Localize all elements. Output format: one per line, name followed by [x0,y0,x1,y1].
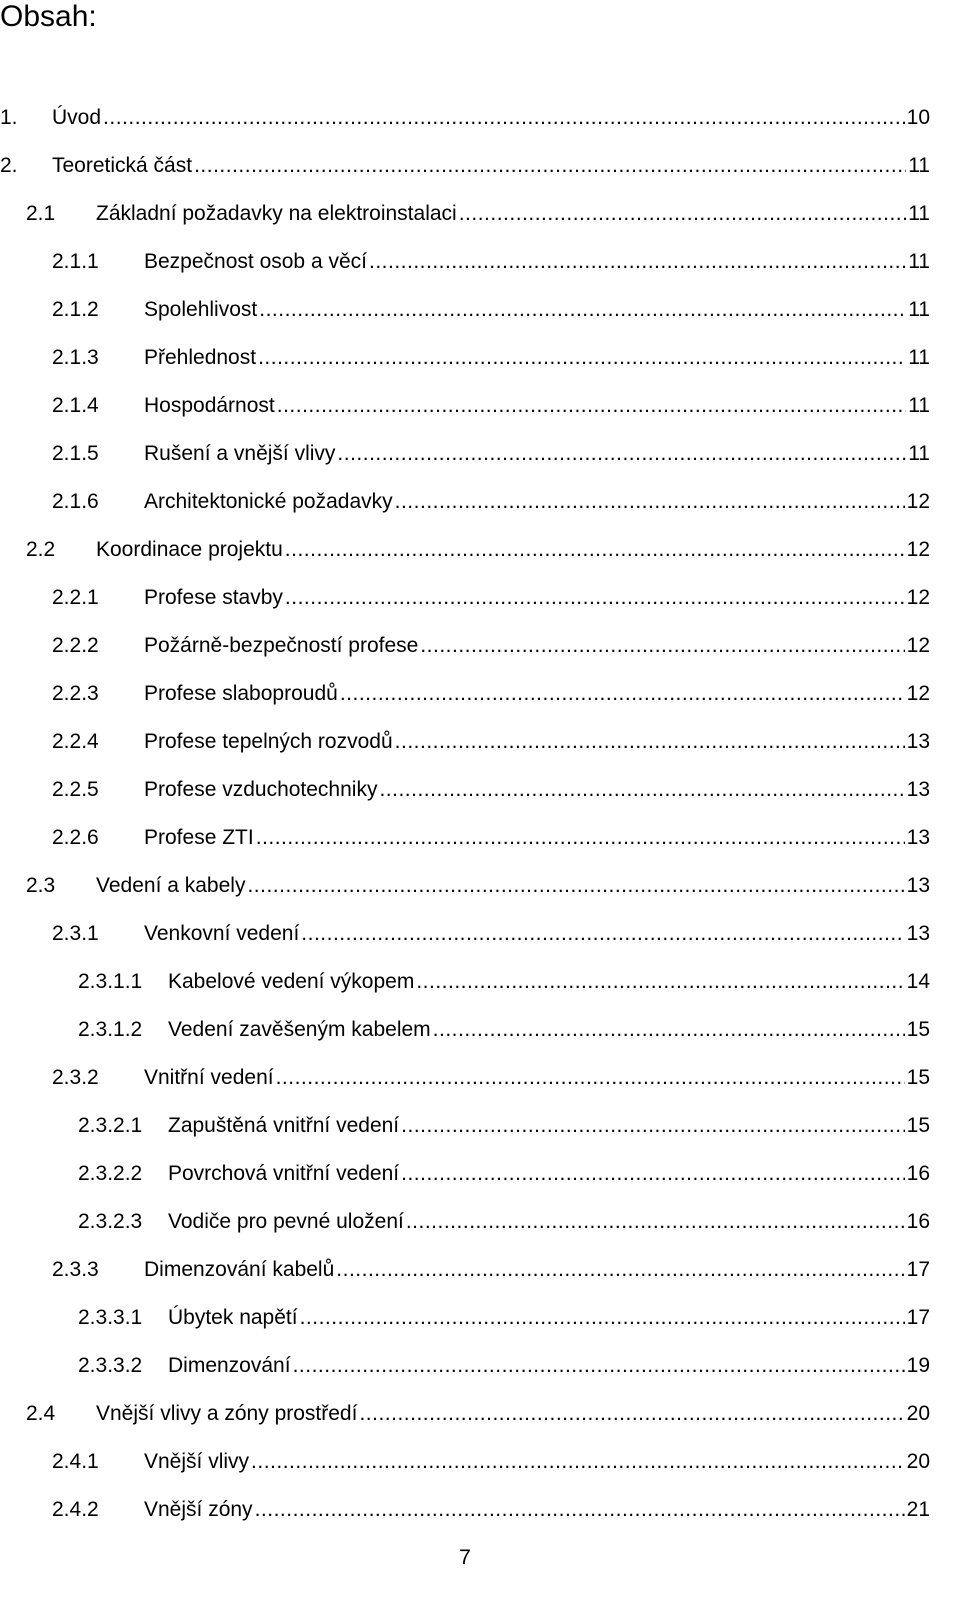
toc-entry-number: 2.1.4 [52,394,99,417]
toc-dot-leader [337,430,906,478]
toc-dot-leader [251,1438,905,1486]
toc-entry[interactable] [0,814,930,862]
toc-entry[interactable] [0,1246,930,1294]
toc-entry-number: 2.1.5 [52,442,99,465]
toc-entry[interactable] [0,334,930,382]
toc-dot-leader [103,94,905,142]
toc-entry-page: 20 [906,1402,930,1425]
toc-entry-label: Úvod [52,106,102,129]
toc-entry-label: Rušení a vnější vlivy [144,442,336,465]
toc-entry-label: Zapuštěná vnitřní vedení [168,1114,400,1137]
toc-entry-number: 2.2.3 [52,682,99,705]
toc-entry-number: 2.3.1.1 [78,970,143,993]
toc-entry-number: 2.4.1 [52,1450,99,1473]
toc-entry-number: 2.1.3 [52,346,99,369]
toc-entry-label: Profese tepelných rozvodů [144,730,393,753]
toc-entry-label: Venkovní vedení [144,922,300,945]
toc-entry-label: Koordinace projektu [96,538,283,561]
toc-entry[interactable] [0,478,930,526]
toc-entry-label: Profese vzduchotechniky [144,778,378,801]
toc-entry-page: 16 [906,1210,930,1233]
toc-entry-label: Vedení a kabely [96,874,246,897]
toc-entry-page: 17 [906,1306,930,1329]
toc-entry-number: 2.3.1 [52,922,99,945]
toc-entry[interactable] [0,862,930,910]
toc-dot-leader [379,766,904,814]
toc-entry[interactable] [0,286,930,334]
toc-dot-leader [301,910,904,958]
toc-entry-number: 1. [0,106,18,129]
toc-entry[interactable] [0,910,930,958]
toc-entry-label: Profese slaboproudů [144,682,338,705]
toc-entry-page: 12 [906,682,930,705]
toc-entry-label: Bezpečnost osob a věcí [144,250,367,273]
toc-entry-number: 2.2.2 [52,634,99,657]
toc-entry-label: Základní požadavky na elektroinstalaci [96,202,457,225]
toc-dot-leader [340,670,905,718]
toc-entry-number: 2.1 [26,202,56,225]
toc-entry[interactable] [0,958,930,1006]
toc-entry-number: 2.2 [26,538,56,561]
toc-entry-page: 12 [906,538,930,561]
toc-entry[interactable] [0,142,930,190]
toc-entry[interactable] [0,1006,930,1054]
toc-entry-page: 19 [906,1354,930,1377]
toc-entry-label: Spolehlivost [144,298,258,321]
toc-dot-leader [401,1150,905,1198]
toc-entry-page: 15 [906,1066,930,1089]
toc-entry-number: 2.2.4 [52,730,99,753]
toc-entry-page: 13 [906,874,930,897]
toc-entry-page: 12 [906,490,930,513]
toc-entry-number: 2.1.6 [52,490,99,513]
toc-dot-leader [369,238,906,286]
toc-entry-page: 16 [906,1162,930,1185]
toc-entry[interactable] [0,526,930,574]
toc-entry-number: 2.4.2 [52,1498,99,1521]
toc-entry[interactable] [0,94,930,142]
toc-entry-number: 2.1.1 [52,250,99,273]
toc-dot-leader [259,286,906,334]
toc-entry-label: Vnitřní vedení [144,1066,274,1089]
toc-entry[interactable] [0,382,930,430]
toc-entry-number: 2.4 [26,1402,56,1425]
toc-entry-label: Vedení zavěšeným kabelem [168,1018,431,1041]
toc-entry-page: 11 [908,298,930,321]
toc-entry-label: Vnější vlivy [144,1450,250,1473]
toc-dot-leader [256,814,905,862]
toc-entry-label: Úbytek napětí [168,1306,298,1329]
toc-dot-leader [285,526,905,574]
toc-entry-page: 14 [906,970,930,993]
toc-entry-page: 21 [906,1498,930,1521]
toc-entry-page: 13 [906,922,930,945]
toc-entry-label: Teoretická část [52,154,193,177]
toc-entry[interactable] [0,1054,930,1102]
toc-entry-number: 2.3 [26,874,56,897]
toc-entry[interactable] [0,1102,930,1150]
toc-dot-leader [359,1390,904,1438]
toc-entry[interactable] [0,1486,930,1534]
toc-entry-label: Vodiče pro pevné uložení [168,1210,404,1233]
toc-dot-leader [395,478,905,526]
toc-entry-number: 2.3.3 [52,1258,99,1281]
toc-entry[interactable] [0,670,930,718]
toc-dot-leader [395,718,905,766]
toc-entry-page: 11 [908,202,930,225]
toc-entry-label: Dimenzování [168,1354,291,1377]
toc-entry-page: 17 [906,1258,930,1281]
toc-dot-leader [277,382,906,430]
toc-entry[interactable] [0,1390,930,1438]
toc-dot-leader [247,862,904,910]
toc-entry-number: 2.3.3.1 [78,1306,143,1329]
toc-entry-number: 2. [0,154,18,177]
toc-entry[interactable] [0,430,930,478]
toc-entry[interactable] [0,1150,930,1198]
toc-entry-page: 15 [906,1114,930,1137]
toc-dot-leader [293,1342,905,1390]
toc-dot-leader [459,190,906,238]
toc-entry[interactable] [0,622,930,670]
toc-entry[interactable] [0,1342,930,1390]
toc-entry-label: Kabelové vedení výkopem [168,970,415,993]
toc-dot-leader [336,1246,904,1294]
toc-entry-number: 2.3.2 [52,1066,99,1089]
toc-entry-number: 2.3.2.1 [78,1114,143,1137]
toc-entry-page: 11 [908,154,930,177]
toc-entry-number: 2.2.5 [52,778,99,801]
page-title: Obsah: [0,0,97,33]
page-number: 7 [459,1546,471,1569]
toc-entry-label: Povrchová vnitřní vedení [168,1162,400,1185]
toc-entry[interactable] [0,1438,930,1486]
toc-dot-leader [285,574,905,622]
toc-entry-label: Hospodárnost [144,394,275,417]
toc-entry-label: Profese stavby [144,586,283,609]
toc-entry-label: Profese ZTI [144,826,254,849]
toc-entry-page: 13 [906,730,930,753]
toc-entry[interactable] [0,238,930,286]
toc-entry-page: 11 [908,250,930,273]
toc-entry-label: Vnější zóny [144,1498,253,1521]
toc-entry-page: 10 [906,106,930,129]
toc-dot-leader [194,142,906,190]
toc-entry-number: 2.3.3.2 [78,1354,143,1377]
toc-entry[interactable] [0,766,930,814]
toc-entry-number: 2.3.2.2 [78,1162,143,1185]
toc-entry-page: 20 [906,1450,930,1473]
toc-entry-label: Přehlednost [144,346,257,369]
toc-entry-page: 13 [906,826,930,849]
toc-entry-number: 2.2.6 [52,826,99,849]
toc-entry-page: 11 [908,394,930,417]
toc-entry-page: 12 [906,634,930,657]
toc-entry-number: 2.1.2 [52,298,99,321]
toc-entry-page: 13 [906,778,930,801]
table-of-contents [0,94,930,1534]
toc-dot-leader [276,1054,905,1102]
toc-entry-label: Dimenzování kabelů [144,1258,335,1281]
toc-entry[interactable] [0,574,930,622]
toc-dot-leader [416,958,904,1006]
toc-entry[interactable] [0,1294,930,1342]
toc-entry[interactable] [0,190,930,238]
toc-entry-page: 11 [908,442,930,465]
toc-dot-leader [300,1294,905,1342]
toc-entry-page: 12 [906,586,930,609]
toc-entry-page: 15 [906,1018,930,1041]
toc-entry-label: Požárně-bezpečností profese [144,634,419,657]
toc-entry[interactable] [0,718,930,766]
toc-dot-leader [433,1006,905,1054]
toc-entry-label: Architektonické požadavky [144,490,393,513]
toc-entry-label: Vnější vlivy a zóny prostředí [96,1402,358,1425]
toc-dot-leader [420,622,904,670]
toc-dot-leader [406,1198,905,1246]
toc-entry-number: 2.3.2.3 [78,1210,143,1233]
toc-entry-page: 11 [908,346,930,369]
toc-entry-number: 2.2.1 [52,586,99,609]
toc-dot-leader [258,334,906,382]
toc-dot-leader [255,1486,905,1534]
toc-dot-leader [401,1102,904,1150]
toc-entry[interactable] [0,1198,930,1246]
toc-entry-number: 2.3.1.2 [78,1018,143,1041]
